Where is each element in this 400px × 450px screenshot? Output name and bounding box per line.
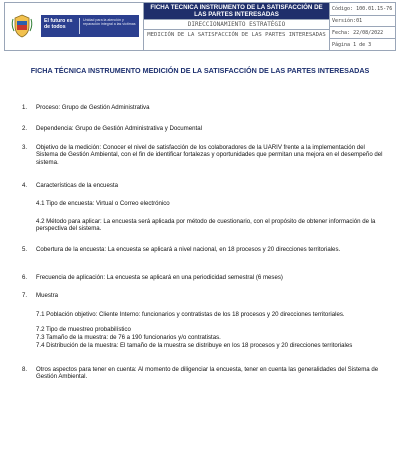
item-text: Otros aspectos para tener en cuenta: Al momento de diligenciar la encuesta, tener en cuenta las generalidades del Sistema de Gestión Ambiental.: [36, 366, 379, 381]
logo-main-text: El futuro es de todos: [44, 18, 73, 30]
subitem-4-2: 4.2 Método para aplicar: La encuesta será aplicada por método de cuestionario, con el propósito de obtener información de la perspectiva del sistema.: [36, 218, 376, 233]
logo-cell: [5, 3, 144, 50]
item-number: 6.: [22, 274, 28, 281]
logo-sub-text: Unidad para la atención y reparación integral a las víctimas: [83, 18, 136, 27]
item-number: 5.: [22, 246, 28, 253]
item-text: Frecuencia de aplicación: La encuesta se aplicará en una periodicidad semestral (6 meses): [36, 274, 283, 281]
doc-date: Fecha: 22/08/2022: [330, 26, 396, 38]
item-text: Cobertura de la encuesta: La encuesta se aplicará a nivel nacional, en 18 procesos y 20 direcciones territoriales.: [36, 246, 341, 253]
header-meta: [329, 3, 396, 50]
subitem-7-3: 7.3 Tamaño de la muestra: de 76 a 190 funcionarios y/o contratistas.: [36, 334, 221, 341]
agency-logo: [41, 15, 139, 37]
item-number: 7.: [22, 292, 28, 299]
item-text: Muestra: [36, 292, 59, 299]
item-number: 8.: [22, 366, 28, 373]
coat-of-arms-icon: [9, 13, 35, 39]
item-text: Objetivo de la medición: Conocer el nivel de satisfacción de los colaboradores de la UARIV frente a la implementación del Sistema de Gestión Ambiental, con el fin de identificar fortalezas y oportunidades que permitan una mejora en el desempeño del sistema.: [36, 144, 383, 166]
header-title: FICHA TECNICA INSTRUMENTO DE LA SATISFACCIÓN DE LAS PARTES INTERESADAS: [144, 3, 329, 19]
item-number: 1.: [22, 104, 28, 111]
doc-code: Código: 100.01.15-76: [332, 6, 393, 12]
item-number: 2.: [22, 125, 28, 132]
header-direction: DIRECCIONAMIENTO ESTRATÉGIO: [144, 19, 329, 30]
subitem-7-2: 7.2 Tipo de muestreo probabilístico: [36, 326, 131, 333]
doc-page: Página 1 de 3: [330, 38, 396, 50]
subitem-7-1: 7.1 Población objetivo: Cliente Interno: funcionarios y contratistas de los 18 procesos y 20 direcciones territoriales.: [36, 311, 345, 318]
doc-version: Versión:01: [330, 15, 396, 26]
logo-divider: [79, 18, 80, 34]
item-text: Proceso: Grupo de Gestión Administrativa: [36, 104, 150, 111]
item-text: Dependencia: Grupo de Gestión Administrativa y Documental: [36, 125, 202, 132]
header-measurement: MEDICIÓN DE LA SATISFACCIÓN DE LAS PARTES INTERESADAS: [144, 29, 329, 50]
subitem-4-1: 4.1 Tipo de encuesta: Virtual o Correo electrónico: [36, 200, 170, 207]
item-text: Características de la encuesta: [36, 182, 118, 189]
item-number: 4.: [22, 182, 28, 189]
document-title: FICHA TÉCNICA INSTRUMENTO MEDICIÓN DE LA SATISFACCIÓN DE LAS PARTES INTERESADAS: [30, 66, 370, 75]
document-header: [4, 2, 396, 51]
subitem-7-4: 7.4 Distribución de la muestra: El tamaño de la muestra se distribuye en los 18 procesos y 20 direcciones territoriales: [36, 342, 353, 349]
item-number: 3.: [22, 144, 28, 151]
